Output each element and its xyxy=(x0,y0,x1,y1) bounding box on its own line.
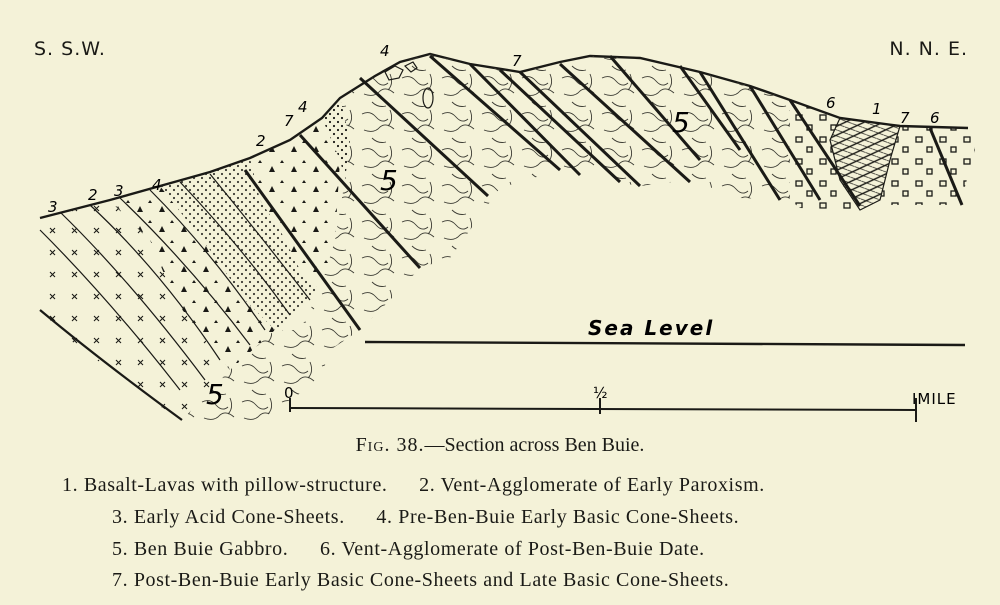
legend-num-1: 1. xyxy=(62,474,79,496)
legend-num-5: 5. xyxy=(112,538,129,560)
legend-num-4: 4. xyxy=(376,506,393,528)
label-unit-7-right: 7 xyxy=(900,109,910,127)
scale-label-zero: 0 xyxy=(284,384,294,402)
label-unit-1: 1 xyxy=(872,100,882,118)
legend-row xyxy=(62,474,765,497)
legend-text-2: Vent-Agglomerate of Early Paroxism. xyxy=(440,474,765,496)
label-unit-3-left-b: 3 xyxy=(114,182,124,200)
legend-num-3: 3. xyxy=(112,506,129,528)
legend-num-7: 7. xyxy=(112,569,129,591)
scale-label-one-mile: IMILE xyxy=(912,390,957,408)
direction-label-ssw: S. S.W. xyxy=(34,38,106,60)
legend-text-3: Early Acid Cone-Sheets. xyxy=(133,506,345,528)
legend-text-4: Pre-Ben-Buie Early Basic Cone-Sheets. xyxy=(398,506,740,528)
legend-row xyxy=(112,538,705,561)
label-unit-3-left: 3 xyxy=(48,198,58,216)
label-unit-5-lower: 5 xyxy=(206,378,224,411)
legend-num-6: 6. xyxy=(320,538,337,560)
label-unit-6-right-a: 6 xyxy=(826,94,836,112)
label-unit-2-left: 2 xyxy=(88,186,98,204)
sea-level-line xyxy=(365,342,965,345)
legend-num-2: 2. xyxy=(419,474,436,496)
legend-text-7: Post-Ben-Buie Early Basic Cone-Sheets and Late Basic Cone-Sheets. xyxy=(133,569,730,591)
figure-title: —Section across Ben Buie. xyxy=(424,434,645,456)
legend-text-5: Ben Buie Gabbro. xyxy=(133,538,289,560)
label-unit-4-summit: 4 xyxy=(380,42,390,60)
legend-row xyxy=(112,569,729,592)
label-unit-4-mid: 4 xyxy=(298,98,308,116)
direction-label-nne: N. N. E. xyxy=(889,38,968,60)
figure-caption xyxy=(0,434,1000,457)
sea-level-label: Sea Level xyxy=(588,316,715,340)
label-unit-4-left: 4 xyxy=(152,176,162,194)
label-unit-5-centre: 5 xyxy=(380,164,398,197)
label-unit-7-summit: 7 xyxy=(512,52,522,70)
legend-row xyxy=(112,506,739,529)
scale-label-half: ½ xyxy=(593,384,608,402)
label-unit-5-right: 5 xyxy=(672,106,690,139)
label-unit-7-mid: 7 xyxy=(284,112,294,130)
legend-text-6: Vent-Agglomerate of Post-Ben-Buie Date. xyxy=(341,538,705,560)
label-unit-2-mid: 2 xyxy=(256,132,266,150)
figure-number: Fig. 38. xyxy=(355,434,425,456)
label-unit-6-right-b: 6 xyxy=(930,109,940,127)
legend-text-1: Basalt-Lavas with pillow-structure. xyxy=(83,474,388,496)
